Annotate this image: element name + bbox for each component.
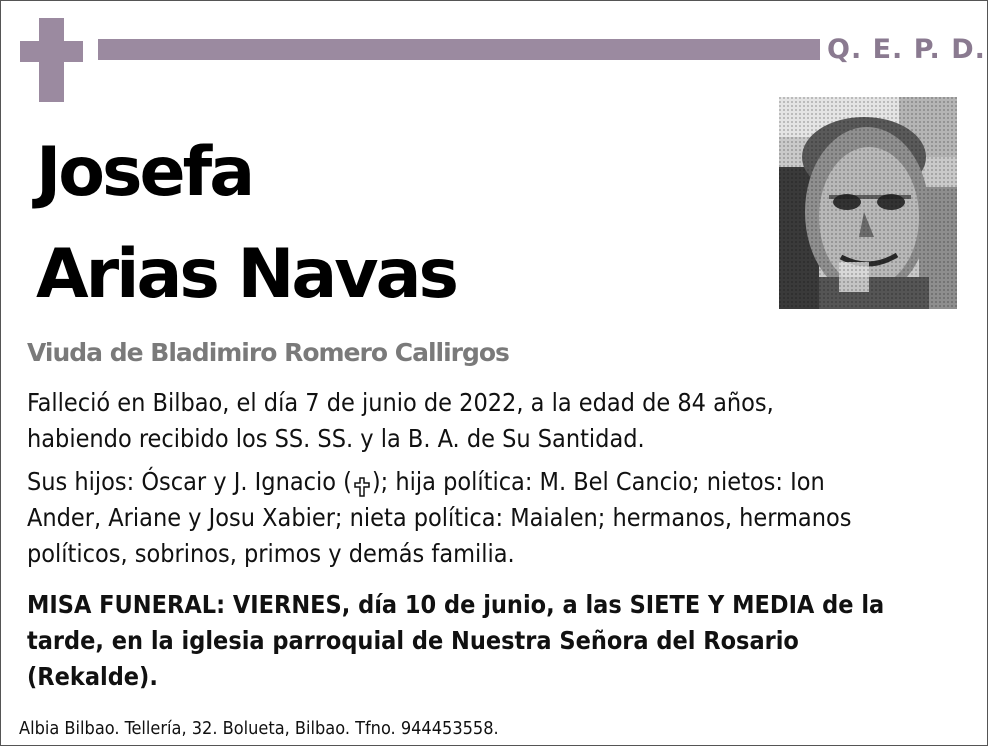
qepd-label: Q. E. P. D.: [827, 34, 986, 65]
family-line-1-end: ); hija política: M. Bel Cancio; nietos: Ion: [371, 467, 825, 496]
death-notice: [27, 385, 957, 457]
funeral-mass-info: [27, 587, 962, 695]
deceased-first-name: Josefa: [36, 133, 253, 212]
funeral-home-footer: Albia Bilbao. Tellería, 32. Bolueta, Bilbao. Tfno. 944453558.: [19, 718, 499, 739]
family-line-2: Ander, Ariane y Josu Xabier; nieta política: Maialen; hermanos, hermanos: [27, 503, 852, 532]
deceased-surnames: Arias Navas: [36, 235, 456, 314]
family-line-1: [27, 464, 957, 500]
funeral-line-2: tarde, en la iglesia parroquial de Nuestra Señora del Rosario: [27, 626, 799, 655]
deceased-photo: [779, 97, 957, 309]
funeral-line-3: (Rekalde).: [27, 662, 158, 691]
family-list: [27, 464, 957, 572]
header-divider-bar: [98, 39, 820, 60]
funeral-line-1: MISA FUNERAL: VIERNES, día 10 de junio, a las SIETE Y MEDIA de la: [27, 590, 885, 619]
death-notice-line-2: habiendo recibido los SS. SS. y la B. A. de Su Santidad.: [27, 424, 645, 453]
family-line-1-start: Sus hijos: Óscar y J. Ignacio (: [27, 467, 352, 496]
small-cross-icon: [353, 472, 371, 494]
latin-cross-icon-bar: [20, 41, 83, 62]
family-line-3: políticos, sobrinos, primos y demás familia.: [27, 539, 515, 568]
death-notice-line-1: Falleció en Bilbao, el día 7 de junio de 2022, a la edad de 84 años,: [27, 388, 774, 417]
widow-of-line: Viuda de Bladimiro Romero Callirgos: [27, 338, 509, 367]
